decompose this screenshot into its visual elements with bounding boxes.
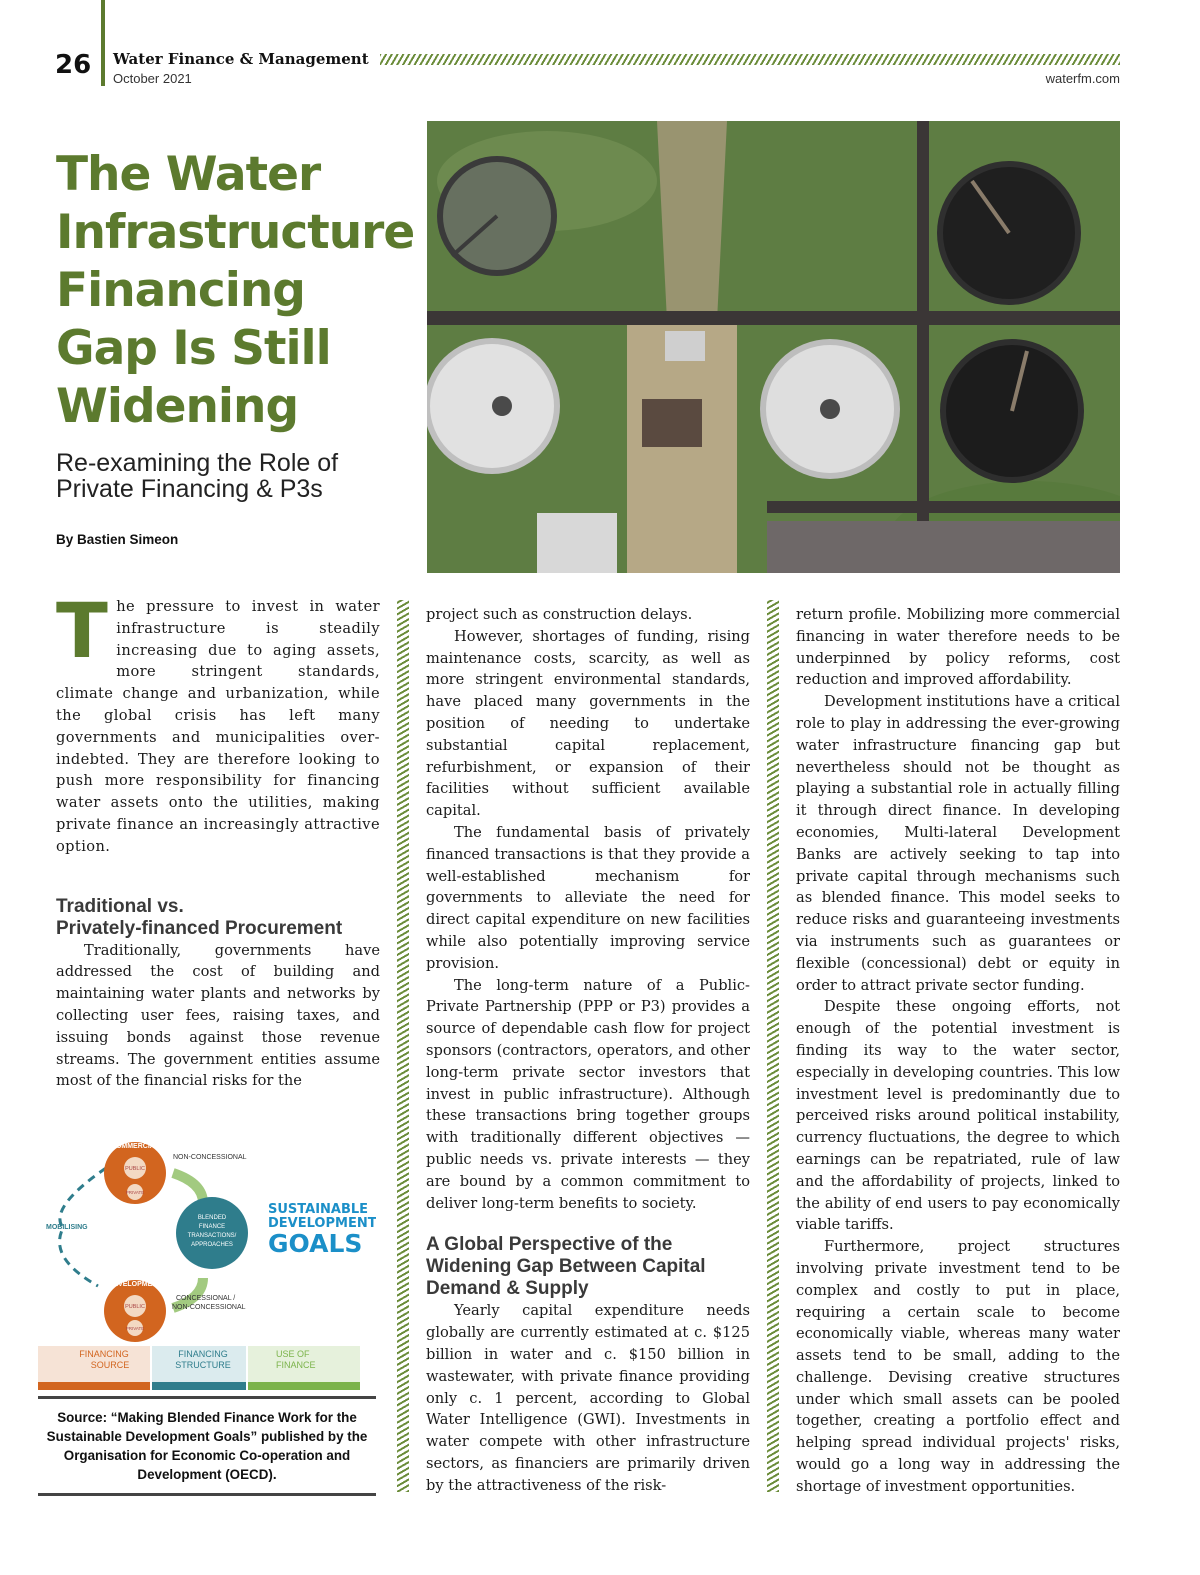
header-rule bbox=[101, 0, 105, 86]
financing-structure-line: FINANCING bbox=[178, 1349, 228, 1359]
private-label: PRIVATE bbox=[125, 1190, 145, 1195]
public-label: PUBLIC bbox=[125, 1166, 145, 1172]
title-line: Widening bbox=[56, 379, 299, 434]
body-paragraph: return profile. Mobilizing more commercial financing in water therefore needs to be underpinned by policy reforms, cost reduction and improved affordability. bbox=[796, 606, 1120, 689]
section-heading bbox=[426, 1234, 750, 1300]
title-line: Infrastructure bbox=[56, 205, 415, 260]
column-2 bbox=[426, 604, 750, 1496]
aerial-photo bbox=[427, 121, 1120, 573]
section-heading-line: Widening Gap Between Capital bbox=[426, 1256, 706, 1278]
blended-line: APPROACHES bbox=[191, 1242, 233, 1248]
blended-line: TRANSACTIONS/ bbox=[187, 1233, 237, 1239]
diagram-graphic bbox=[38, 1128, 376, 1390]
page-number: 26 bbox=[55, 50, 92, 80]
body-paragraph: The long-term nature of a Public-Private Partnership (PPP or P3) provides a source of dependable cash flow for project sponsors (contractors, operators, and other long-term private sector investors that invest in public infrastructure). Although these transactions bring together groups with traditionally different objectives — public needs vs. private interests — they are bound by a common commitment to deliver long-term benefits to society. bbox=[426, 976, 750, 1212]
sdg-goals: GOALS bbox=[268, 1229, 363, 1258]
issue-date: October 2021 bbox=[113, 71, 192, 86]
subtitle-line: Private Financing & P3s bbox=[56, 475, 323, 503]
non-concessional-label: NON-CONCESSIONAL bbox=[173, 1154, 247, 1161]
website-link[interactable]: waterfm.com bbox=[1045, 71, 1120, 86]
commercial-label: COMMERCIAL bbox=[110, 1143, 160, 1150]
article-subtitle bbox=[56, 450, 396, 502]
concessional-line: CONCESSIONAL / bbox=[176, 1295, 236, 1302]
publication-name: Water Finance & Management bbox=[113, 50, 369, 68]
section-heading bbox=[56, 896, 380, 940]
title-line: The Water bbox=[56, 147, 321, 202]
use-of-finance-line: FINANCE bbox=[276, 1360, 316, 1370]
blended-line: BLENDED bbox=[197, 1215, 227, 1221]
column-divider bbox=[767, 600, 779, 1492]
body-paragraph: Traditionally, governments have addressed the cost of building and maintaining water plants and networks by collecting user fees, raising taxes, and issuing bonds against those revenue streams. The government entities assume most of the financial risks for the bbox=[56, 941, 380, 1090]
lead-paragraph bbox=[56, 586, 380, 858]
mobilising-label: MOBILISING bbox=[46, 1224, 88, 1231]
drop-cap: T bbox=[56, 586, 109, 675]
caption-rule-bottom bbox=[38, 1493, 376, 1496]
use-of-finance-line: USE OF bbox=[276, 1349, 310, 1359]
section-heading-line: Traditional vs. bbox=[56, 895, 184, 917]
financing-source-line: SOURCE bbox=[90, 1360, 130, 1370]
financing-structure-line: STRUCTURE bbox=[175, 1360, 231, 1370]
body-paragraph: Development institutions have a critical role to play in addressing the ever-growing water infrastructure financing gap but nevertheless should not be thought as playing a substantial role in actually filling it through direct finance. In developing economies, Multi-lateral Development Banks are actively seeking to tap into private capital through mechanisms such as blended finance. This model seeks to reduce risks and guaranteeing investments via instruments such as guarantees or flexible (concessional) debt or equity in order to attract private sector funding. bbox=[796, 693, 1120, 994]
financing-source-line: FINANCING bbox=[79, 1349, 129, 1359]
body-paragraph: project such as construction delays. bbox=[426, 606, 693, 623]
figure-caption: Source: “Making Blended Finance Work for the Sustainable Development Goals” published by the Organisation for Economic Co-operation and Development (OECD). bbox=[46, 1410, 368, 1482]
sdg-line: DEVELOPMENT bbox=[268, 1216, 376, 1231]
body-paragraph: Despite these ongoing efforts, not enough of the potential investment is finding its way to the water sector, especially in developing countries. This low investment level is predominantly due to perceived risks around political instability, currency fluctuations, the degree to which earnings can be repatriated, rule of law and the affordability of projects, linked to the ability of end users to pay economically viable tariffs. bbox=[796, 998, 1120, 1234]
column-divider bbox=[397, 600, 409, 1492]
public-label-2: PUBLIC bbox=[125, 1304, 145, 1310]
body-paragraph: However, shortages of funding, rising maintenance costs, scarcity, as well as more stringent environmental standards, have placed many governments in the position of needing to undertake substantial capital replacement, refurbishment, or expansion of their facilities without sufficient available capital. bbox=[426, 627, 750, 820]
section-heading-line: Privately-financed Procurement bbox=[56, 917, 343, 939]
concessional-line: NON-CONCESSIONAL bbox=[172, 1304, 246, 1311]
article-title bbox=[56, 146, 415, 436]
column-3 bbox=[796, 604, 1120, 1498]
column-1 bbox=[56, 586, 380, 1092]
body-paragraph: Yearly capital expenditure needs globally are currently estimated at c. $125 billion in water and c. $150 billion in wastewater, with private finance providing only c. 1 percent, according to Global Water Intelligence (GWI). Investments in water compete with other infrastructure sectors, as financiers are primarily driven by the attractiveness of the risk- bbox=[426, 1302, 750, 1494]
body-paragraph: The fundamental basis of privately financed transactions is that they provide a well-established mechanism for governments to alleviate the need for direct capital expenditure on new facilities while also potentially improving service provision. bbox=[426, 823, 750, 972]
caption-rule-top bbox=[38, 1396, 376, 1399]
section-heading-line: Demand & Supply bbox=[426, 1278, 589, 1300]
lead-text: he pressure to invest in water infrastructure is steadily increasing due to aging assets, more stringent standards, climate change and urbanization, while the global crisis has left many governments and municipalities over-indebted. They are therefore looking to push more responsibility for financing water assets onto the utilities, making private finance an increasingly attractive option. bbox=[56, 598, 380, 855]
private-label-2: PRIVATE bbox=[125, 1326, 145, 1331]
development-label: DEVELOPMENT bbox=[108, 1281, 162, 1288]
section-heading-line: A Global Perspective of the bbox=[426, 1234, 673, 1256]
body-paragraph: Furthermore, project structures involving private investment tend to be complex and costly to put in place, requiring a certain scale to become economically viable, whereas many water assets tend to be small, adding to the challenge. Devising creative structures under which small assets can be pooled together, creating a portfolio effect and helping spread individual projects' risks, would go a long way in addressing the shortage of investment opportunities. bbox=[796, 1238, 1120, 1495]
subtitle-line: Re-examining the Role of bbox=[56, 449, 339, 477]
header-hatch-divider bbox=[380, 54, 1120, 65]
blended-finance-diagram bbox=[38, 1128, 376, 1390]
blended-line: FINANCE bbox=[198, 1224, 226, 1230]
title-line: Gap Is Still bbox=[56, 321, 331, 376]
treatment-plant-illustration bbox=[427, 121, 1120, 573]
sdg-line: SUSTAINABLE bbox=[268, 1202, 369, 1217]
title-line: Financing bbox=[56, 263, 305, 318]
byline: By Bastien Simeon bbox=[56, 532, 179, 547]
